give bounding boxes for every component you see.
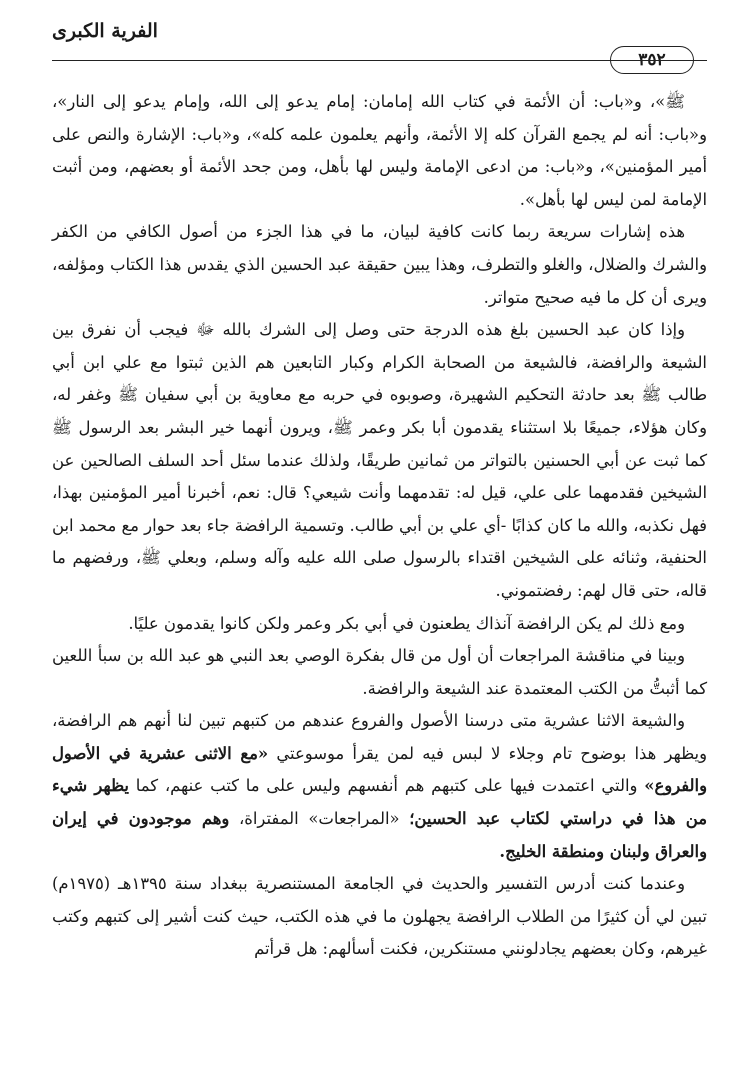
text-segment: ﷺ»، و«باب: أن الأئمة في كتاب الله إمامان: إمام يدعو إلى الله، وإمام يدعو إلى النار»، و«باب: أنه لم يجمع القرآن كله إلا الأئمة، وأنهم يعلمون علمه كله»، و«باب: الإشارة والنص على أمير المؤمنين»، و«باب: من ادعى الإمامة وليس لها بأهل، ومن جحد الأئمة أو بعضهم، ومن أثبت الإمامة لمن ليس لها بأهل».: [52, 92, 707, 209]
bold-phrase: وهم موجودون في إيران والعراق ولبنان ومنطقة الخليج.: [52, 809, 707, 861]
text-segment: وبينا في مناقشة المراجعات أن أول من قال بفكرة الوصي بعد النبي هو عبد الله بن سبأ اللعين كما أثبتُّ من الكتب المعتمدة عند الشيعة والرافضة.: [52, 646, 707, 698]
paragraph: [52, 608, 707, 641]
text-segment: وعندما كنت أدرس التفسير والحديث في الجامعة المستنصرية ببغداد سنة ١٣٩٥هـ (١٩٧٥م) تبين لي أن كثيرًا من الطلاب الرافضة يجهلون ما في هذه الكتب، حيث كنت أشير إلى كتبهم وكتب غيرهم، وكان بعضهم يجادلونني مستنكرين، فكنت أسألهم: هل قرأتم: [52, 874, 707, 959]
header-rule: [52, 60, 707, 61]
running-title: الفرية الكبرى: [52, 20, 158, 42]
book-title-bold: «مع الاثنى عشرية في الأصول والفروع»: [52, 743, 707, 796]
paragraph: [52, 705, 707, 868]
bold-phrase: يظهر شيء من هذا في دراستي لكتاب عبد الحسين؛: [52, 776, 707, 829]
text-segment: والتي اعتمدت فيها على كتبهم هم أنفسهم وليس على ما كتب عنهم، كما: [129, 776, 645, 796]
paragraph: [52, 868, 707, 966]
paragraph: [52, 86, 707, 216]
text-segment: هذه إشارات سريعة ربما كانت كافية لبيان، ما في هذا الجزء من أصول الكافي من الكفر والشرك والضلال، والغلو والتطرف، وهذا يبين حقيقة عبد الحسين الذي يقدس هذا الكتاب ومؤلفه، ويرى أن كل ما فيه صحيح متواتر.: [52, 222, 707, 307]
paragraph: [52, 640, 707, 705]
page-number: ٣٥٢: [610, 46, 694, 74]
text-segment: وإذا كان عبد الحسين بلغ هذه الدرجة حتى وصل إلى الشرك بالله ﷻ فيجب أن نفرق بين الشيعة والرافضة، فالشيعة من الصحابة الكرام وكبار التابعين هم الذين ثبتوا مع علي ابن أبي طالب ﷺ بعد حادثة التحكيم الشهيرة، وصوبوه في حربه مع معاوية بن أبي سفيان ﷺ وغفر له، وكان هؤلاء، جميعًا بلا استثناء يقدمون أبا بكر وعمر ﷺ، ويرون أنهما خير البشر بعد الرسول ﷺ كما ثبت عن أبي الحسنين بالتواتر من ثمانين طريقًا، ولذلك عندما سئل أحد السلف الصالحين عن الشيخين فقدمهما على علي، قيل له: تقدمهما وأنت شيعي؟ قال: نعم، أخبرنا أمير المؤمنين بهذا، فهل نكذبه، والله ما كان كذابًا -أي علي بن أبي طالب. وتسمية الرافضة جاء بعد حوار مع محمد ابن الحنفية، وثنائه على الشيخين اقتداء بالرسول صلى الله عليه وآله وسلم، وبعلي ﷺ، ورفضهم ما قاله، حتى قال لهم: رفضتموني.: [52, 320, 707, 600]
text-segment: «المراجعات» المفتراة،: [229, 809, 410, 829]
paragraph: [52, 314, 707, 607]
text-segment: ومع ذلك لم يكن الرافضة آنذاك يطعنون في أبي بكر وعمر ولكن كانوا يقدمون عليًا.: [128, 613, 685, 633]
body-text: [52, 86, 707, 966]
paragraph: [52, 216, 707, 314]
text-segment: والشيعة الاثنا عشرية متى درسنا الأصول والفروع عندهم من كتبهم تبين لنا أنهم هم الرافضة، ويظهر هذا بوضوح تام وجلاء لا لبس فيه لمن يقرأ موسوعتي: [52, 711, 707, 763]
